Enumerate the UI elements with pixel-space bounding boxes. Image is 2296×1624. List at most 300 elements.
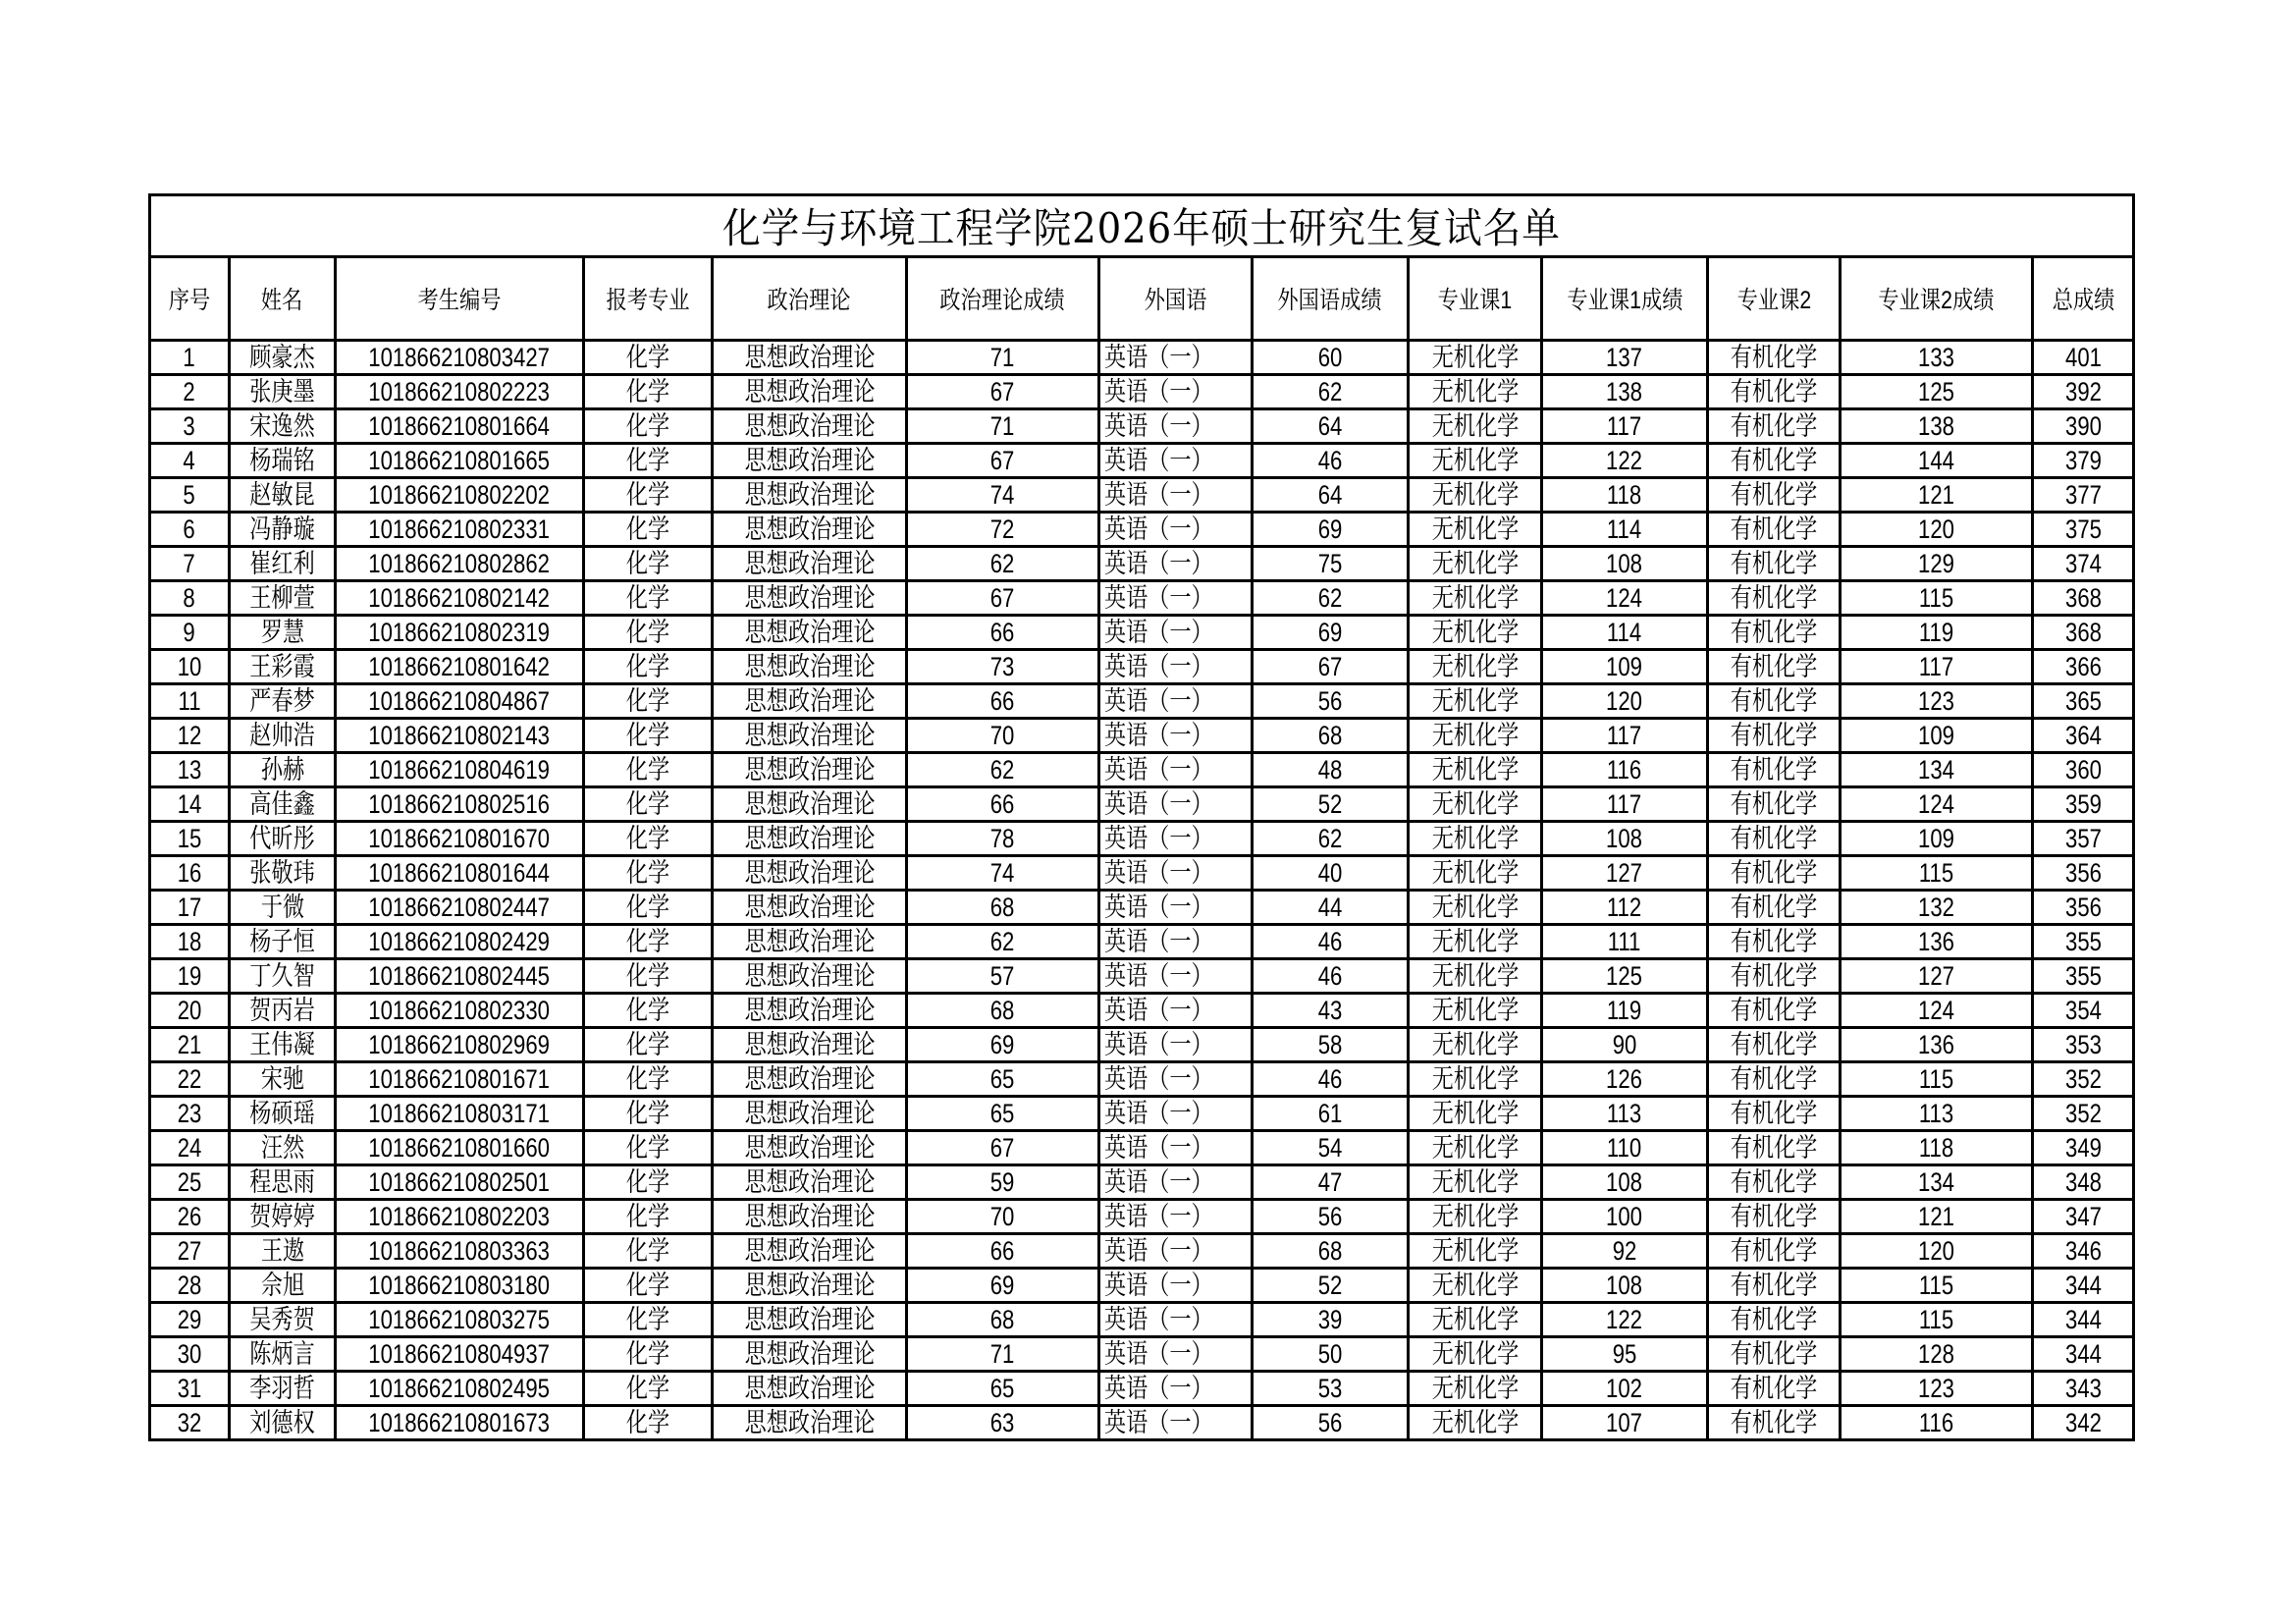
cell-politics-subject — [713, 650, 907, 684]
cell-total-score — [2033, 375, 2134, 409]
cell-value: 有机化学 — [1730, 1167, 1818, 1197]
cell-course2-score — [1841, 1165, 2033, 1200]
cell-value: 101866210802223 — [368, 377, 551, 406]
cell-value: 英语（一） — [1104, 583, 1213, 613]
cell-value: 思想政治理论 — [744, 721, 875, 750]
cell-course1 — [1409, 513, 1542, 547]
cell-course1-score — [1542, 547, 1708, 581]
cell-total-score — [2033, 581, 2134, 616]
cell-value: 无机化学 — [1431, 1305, 1519, 1334]
table-row — [150, 1165, 2134, 1200]
cell-name — [230, 891, 336, 925]
cell-course2 — [1708, 1062, 1841, 1097]
cell-value: 113 — [1918, 1099, 1954, 1128]
cell-course2-score — [1841, 1372, 2033, 1406]
column-header-course2-score — [1841, 257, 2033, 341]
cell-value: 思想政治理论 — [744, 1099, 875, 1128]
cell-politics-score — [907, 513, 1099, 547]
cell-course1 — [1409, 1234, 1542, 1269]
cell-major — [584, 1097, 713, 1131]
cell-value: 英语（一） — [1104, 652, 1213, 681]
cell-course2-score — [1841, 581, 2033, 616]
cell-value: 思想政治理论 — [744, 377, 875, 406]
cell-course1 — [1409, 1131, 1542, 1165]
cell-value: 32 — [177, 1408, 202, 1437]
cell-value: 109 — [1606, 652, 1643, 681]
cell-value: 27 — [177, 1236, 202, 1266]
title-row — [150, 195, 2134, 257]
cell-value: 352 — [2064, 1099, 2102, 1128]
cell-value: 思想政治理论 — [744, 686, 875, 716]
cell-total-score — [2033, 1097, 2134, 1131]
cell-total-score — [2033, 959, 2134, 994]
cell-total-score — [2033, 616, 2134, 650]
cell-course1-score — [1542, 616, 1708, 650]
cell-value: 134 — [1918, 755, 1954, 785]
cell-course2-score — [1841, 719, 2033, 753]
cell-value: 107 — [1606, 1408, 1643, 1437]
column-header-row — [150, 257, 2134, 341]
cell-major — [584, 822, 713, 856]
cell-value: 44 — [1317, 893, 1343, 922]
cell-politics-subject — [713, 1097, 907, 1131]
cell-politics-subject — [713, 787, 907, 822]
cell-exam-id — [336, 1028, 584, 1062]
cell-value: 61 — [1317, 1099, 1343, 1128]
cell-value: 思想政治理论 — [744, 1064, 875, 1094]
cell-course2-score — [1841, 1303, 2033, 1337]
column-header-name — [230, 257, 336, 341]
cell-seq — [150, 1097, 230, 1131]
column-header-label: 外国语成绩 — [1277, 287, 1383, 314]
cell-politics-score — [907, 1269, 1099, 1303]
cell-value: 354 — [2064, 996, 2102, 1025]
cell-value: 英语（一） — [1104, 1099, 1213, 1128]
cell-politics-score — [907, 1028, 1099, 1062]
column-header-total-score — [2033, 257, 2134, 341]
cell-value: 10 — [177, 652, 202, 681]
cell-value: 73 — [990, 652, 1015, 681]
cell-value: 68 — [990, 996, 1015, 1025]
cell-value: 342 — [2064, 1408, 2102, 1437]
cell-foreign-language — [1099, 444, 1253, 478]
cell-foreign-language — [1099, 994, 1253, 1028]
cell-politics-score — [907, 444, 1099, 478]
cell-course2-score — [1841, 444, 2033, 478]
cell-foreign-language-score — [1253, 684, 1409, 719]
cell-value: 无机化学 — [1431, 996, 1519, 1025]
cell-value: 364 — [2064, 721, 2102, 750]
cell-course2 — [1708, 856, 1841, 891]
cell-value: 101866210801660 — [368, 1133, 551, 1163]
cell-politics-subject — [713, 513, 907, 547]
cell-politics-score — [907, 478, 1099, 513]
cell-value: 程思雨 — [249, 1167, 315, 1197]
cell-course2 — [1708, 1269, 1841, 1303]
cell-value: 有机化学 — [1730, 858, 1818, 888]
cell-value: 70 — [990, 721, 1015, 750]
cell-course1 — [1409, 616, 1542, 650]
cell-foreign-language-score — [1253, 1097, 1409, 1131]
cell-foreign-language — [1099, 822, 1253, 856]
cell-value: 352 — [2064, 1064, 2102, 1094]
cell-course2-score — [1841, 1234, 2033, 1269]
cell-name — [230, 513, 336, 547]
cell-foreign-language-score — [1253, 341, 1409, 375]
column-header-foreign-language — [1099, 257, 1253, 341]
cell-value: 101866210802202 — [368, 480, 551, 510]
cell-value: 69 — [990, 1271, 1015, 1300]
cell-value: 58 — [1317, 1030, 1343, 1059]
cell-value: 无机化学 — [1431, 583, 1519, 613]
cell-course2-score — [1841, 616, 2033, 650]
cell-foreign-language-score — [1253, 1234, 1409, 1269]
cell-politics-score — [907, 719, 1099, 753]
cell-value: 思想政治理论 — [744, 1408, 875, 1437]
cell-value: 无机化学 — [1431, 618, 1519, 647]
cell-foreign-language-score — [1253, 409, 1409, 444]
cell-foreign-language-score — [1253, 478, 1409, 513]
cell-course2 — [1708, 994, 1841, 1028]
cell-seq — [150, 891, 230, 925]
cell-value: 392 — [2064, 377, 2102, 406]
cell-total-score — [2033, 1337, 2134, 1372]
cell-major — [584, 1165, 713, 1200]
cell-value: 356 — [2064, 858, 2102, 888]
cell-foreign-language-score — [1253, 1372, 1409, 1406]
cell-course1-score — [1542, 1165, 1708, 1200]
cell-course1-score — [1542, 341, 1708, 375]
cell-value: 化学 — [625, 549, 670, 578]
cell-value: 31 — [177, 1374, 202, 1403]
cell-course2-score — [1841, 650, 2033, 684]
cell-course1 — [1409, 341, 1542, 375]
cell-value: 思想政治理论 — [744, 1374, 875, 1403]
cell-value: 121 — [1918, 1202, 1954, 1231]
cell-foreign-language-score — [1253, 822, 1409, 856]
cell-foreign-language — [1099, 891, 1253, 925]
cell-politics-subject — [713, 1165, 907, 1200]
cell-foreign-language — [1099, 1269, 1253, 1303]
cell-seq — [150, 1303, 230, 1337]
cell-politics-subject — [713, 925, 907, 959]
cell-value: 47 — [1317, 1167, 1343, 1197]
column-header-label: 序号 — [168, 287, 211, 314]
cell-name — [230, 444, 336, 478]
cell-exam-id — [336, 341, 584, 375]
cell-course2 — [1708, 444, 1841, 478]
cell-value: 14 — [177, 789, 202, 819]
cell-value: 思想政治理论 — [744, 1339, 875, 1369]
cell-course2 — [1708, 753, 1841, 787]
cell-value: 23 — [177, 1099, 202, 1128]
cell-politics-subject — [713, 341, 907, 375]
cell-value: 39 — [1317, 1305, 1343, 1334]
cell-value: 无机化学 — [1431, 377, 1519, 406]
cell-value: 74 — [990, 480, 1015, 510]
cell-value: 101866210801665 — [368, 446, 551, 475]
cell-total-score — [2033, 409, 2134, 444]
cell-politics-score — [907, 547, 1099, 581]
cell-foreign-language-score — [1253, 1062, 1409, 1097]
cell-exam-id — [336, 1097, 584, 1131]
cell-seq — [150, 1269, 230, 1303]
cell-value: 19 — [177, 961, 202, 991]
cell-course1 — [1409, 478, 1542, 513]
cell-foreign-language-score — [1253, 787, 1409, 822]
cell-foreign-language-score — [1253, 1200, 1409, 1234]
cell-foreign-language — [1099, 787, 1253, 822]
cell-foreign-language — [1099, 581, 1253, 616]
cell-value: 化学 — [625, 927, 670, 956]
cell-total-score — [2033, 650, 2134, 684]
cell-value: 有机化学 — [1730, 377, 1818, 406]
cell-seq — [150, 478, 230, 513]
column-header-label: 专业课1 — [1437, 287, 1513, 314]
cell-course2 — [1708, 1372, 1841, 1406]
cell-course1-score — [1542, 1131, 1708, 1165]
cell-value: 74 — [990, 858, 1015, 888]
cell-course1-score — [1542, 1337, 1708, 1372]
table-body — [150, 341, 2134, 1440]
cell-value: 65 — [990, 1099, 1015, 1128]
column-header-course1 — [1409, 257, 1542, 341]
cell-value: 13 — [177, 755, 202, 785]
cell-value: 101866210801671 — [368, 1064, 551, 1094]
cell-value: 90 — [1612, 1030, 1637, 1059]
cell-value: 化学 — [625, 514, 670, 544]
cell-value: 思想政治理论 — [744, 618, 875, 647]
cell-course2 — [1708, 616, 1841, 650]
cell-course2 — [1708, 959, 1841, 994]
table-row — [150, 787, 2134, 822]
cell-exam-id — [336, 1406, 584, 1440]
cell-foreign-language-score — [1253, 650, 1409, 684]
cell-foreign-language — [1099, 684, 1253, 719]
cell-name — [230, 1269, 336, 1303]
cell-value: 111 — [1608, 927, 1641, 956]
cell-seq — [150, 547, 230, 581]
cell-course2 — [1708, 409, 1841, 444]
cell-exam-id — [336, 753, 584, 787]
cell-politics-score — [907, 409, 1099, 444]
cell-value: 101866210802516 — [368, 789, 551, 819]
cell-course1 — [1409, 822, 1542, 856]
cell-course1-score — [1542, 1234, 1708, 1269]
cell-value: 101866210804867 — [368, 686, 551, 716]
table-row — [150, 1406, 2134, 1440]
cell-course2 — [1708, 925, 1841, 959]
cell-value: 英语（一） — [1104, 789, 1213, 819]
cell-value: 16 — [177, 858, 202, 888]
cell-value: 有机化学 — [1730, 961, 1818, 991]
cell-politics-score — [907, 375, 1099, 409]
cell-exam-id — [336, 1303, 584, 1337]
cell-foreign-language — [1099, 1097, 1253, 1131]
cell-value: 118 — [1918, 1133, 1954, 1163]
column-header-label: 专业课2 — [1736, 287, 1811, 314]
cell-value: 无机化学 — [1431, 1133, 1519, 1163]
cell-value: 化学 — [625, 1133, 670, 1163]
cell-value: 无机化学 — [1431, 1374, 1519, 1403]
cell-major — [584, 1303, 713, 1337]
cell-politics-subject — [713, 856, 907, 891]
cell-value: 71 — [990, 1339, 1015, 1369]
cell-value: 思想政治理论 — [744, 1133, 875, 1163]
cell-total-score — [2033, 1131, 2134, 1165]
cell-value: 377 — [2064, 480, 2102, 510]
cell-exam-id — [336, 1372, 584, 1406]
cell-exam-id — [336, 959, 584, 994]
cell-value: 化学 — [625, 824, 670, 853]
cell-course2 — [1708, 1303, 1841, 1337]
cell-value: 无机化学 — [1431, 514, 1519, 544]
cell-politics-score — [907, 891, 1099, 925]
cell-course1 — [1409, 1165, 1542, 1200]
cell-major — [584, 581, 713, 616]
cell-value: 英语（一） — [1104, 1030, 1213, 1059]
cell-foreign-language — [1099, 1372, 1253, 1406]
cell-foreign-language — [1099, 547, 1253, 581]
cell-value: 4 — [183, 446, 196, 475]
cell-value: 12 — [177, 721, 202, 750]
cell-value: 115 — [1918, 1064, 1954, 1094]
cell-value: 思想政治理论 — [744, 1167, 875, 1197]
cell-value: 133 — [1918, 343, 1954, 372]
cell-value: 化学 — [625, 996, 670, 1025]
cell-politics-score — [907, 1062, 1099, 1097]
cell-value: 101866210802969 — [368, 1030, 551, 1059]
cell-exam-id — [336, 513, 584, 547]
cell-exam-id — [336, 1131, 584, 1165]
cell-value: 390 — [2064, 411, 2102, 441]
cell-value: 无机化学 — [1431, 1271, 1519, 1300]
cell-value: 108 — [1606, 1167, 1643, 1197]
cell-value: 无机化学 — [1431, 446, 1519, 475]
cell-value: 有机化学 — [1730, 927, 1818, 956]
cell-value: 英语（一） — [1104, 1408, 1213, 1437]
cell-course1-score — [1542, 787, 1708, 822]
cell-value: 英语（一） — [1104, 1339, 1213, 1369]
cell-seq — [150, 616, 230, 650]
cell-value: 355 — [2064, 927, 2102, 956]
cell-value: 思想政治理论 — [744, 1030, 875, 1059]
cell-value: 62 — [1317, 583, 1343, 613]
cell-value: 贺婷婷 — [249, 1202, 315, 1231]
cell-exam-id — [336, 1234, 584, 1269]
cell-value: 无机化学 — [1431, 1339, 1519, 1369]
cell-foreign-language-score — [1253, 891, 1409, 925]
cell-course1-score — [1542, 822, 1708, 856]
cell-value: 英语（一） — [1104, 618, 1213, 647]
cell-name — [230, 409, 336, 444]
cell-politics-score — [907, 1200, 1099, 1234]
cell-value: 无机化学 — [1431, 1408, 1519, 1437]
cell-course2 — [1708, 547, 1841, 581]
cell-name — [230, 959, 336, 994]
cell-major — [584, 513, 713, 547]
cell-name — [230, 1062, 336, 1097]
cell-course1 — [1409, 856, 1542, 891]
column-header-politics-subject — [713, 257, 907, 341]
cell-total-score — [2033, 478, 2134, 513]
cell-value: 无机化学 — [1431, 1099, 1519, 1128]
cell-value: 56 — [1317, 1408, 1343, 1437]
cell-value: 9 — [183, 618, 196, 647]
cell-foreign-language — [1099, 341, 1253, 375]
cell-course2 — [1708, 581, 1841, 616]
cell-total-score — [2033, 891, 2134, 925]
cell-value: 63 — [990, 1408, 1015, 1437]
cell-course2-score — [1841, 1269, 2033, 1303]
cell-course1-score — [1542, 409, 1708, 444]
cell-value: 有机化学 — [1730, 1030, 1818, 1059]
cell-value: 349 — [2064, 1133, 2102, 1163]
cell-course1 — [1409, 1406, 1542, 1440]
cell-foreign-language — [1099, 959, 1253, 994]
cell-seq — [150, 1406, 230, 1440]
cell-value: 有机化学 — [1730, 618, 1818, 647]
cell-course1 — [1409, 994, 1542, 1028]
cell-value: 化学 — [625, 583, 670, 613]
cell-value: 108 — [1606, 549, 1643, 578]
column-header-label: 外国语 — [1144, 287, 1207, 314]
cell-total-score — [2033, 684, 2134, 719]
cell-value: 67 — [990, 377, 1015, 406]
cell-politics-score — [907, 1097, 1099, 1131]
cell-course1 — [1409, 581, 1542, 616]
cell-politics-score — [907, 822, 1099, 856]
cell-value: 368 — [2064, 583, 2102, 613]
cell-foreign-language-score — [1253, 1406, 1409, 1440]
cell-politics-score — [907, 1234, 1099, 1269]
cell-value: 思想政治理论 — [744, 1305, 875, 1334]
cell-value: 138 — [1918, 411, 1954, 441]
cell-politics-score — [907, 1406, 1099, 1440]
cell-foreign-language-score — [1253, 581, 1409, 616]
cell-value: 71 — [990, 411, 1015, 441]
interview-list-sheet — [148, 193, 2132, 1441]
cell-value: 374 — [2064, 549, 2102, 578]
cell-value: 123 — [1918, 1374, 1954, 1403]
cell-politics-score — [907, 959, 1099, 994]
cell-value: 134 — [1918, 1167, 1954, 1197]
table-row — [150, 925, 2134, 959]
cell-course1-score — [1542, 375, 1708, 409]
cell-seq — [150, 1131, 230, 1165]
cell-value: 62 — [990, 927, 1015, 956]
cell-value: 11 — [178, 686, 201, 716]
interview-list-table — [148, 193, 2135, 1441]
cell-value: 101866210803363 — [368, 1236, 551, 1266]
cell-value: 347 — [2064, 1202, 2102, 1231]
cell-value: 117 — [1607, 721, 1642, 750]
cell-value: 思想政治理论 — [744, 1236, 875, 1266]
table-row — [150, 684, 2134, 719]
cell-course2 — [1708, 478, 1841, 513]
cell-value: 15 — [177, 824, 202, 853]
cell-name — [230, 1303, 336, 1337]
cell-value: 罗慧 — [260, 618, 304, 647]
cell-course2 — [1708, 375, 1841, 409]
cell-value: 115 — [1918, 858, 1954, 888]
cell-value: 22 — [177, 1064, 202, 1094]
cell-politics-subject — [713, 1337, 907, 1372]
column-header-course1-score — [1542, 257, 1708, 341]
cell-foreign-language — [1099, 1062, 1253, 1097]
cell-value: 71 — [990, 343, 1015, 372]
cell-name — [230, 719, 336, 753]
